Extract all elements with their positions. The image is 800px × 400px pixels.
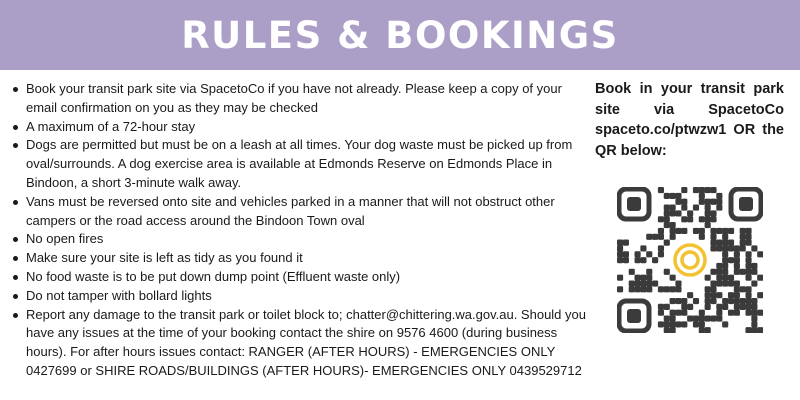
finder-top-left-icon (619, 189, 649, 219)
qr-module (757, 292, 763, 298)
qr-module (745, 257, 751, 263)
rule-item: Vans must be reversed onto site and vehicles parked in a manner that will not obstruct other campers or the road access around the Bindoon Town oval (26, 193, 596, 231)
qr-module (751, 310, 757, 316)
qr-module (681, 298, 687, 304)
rule-item: No open fires (26, 230, 596, 249)
qr-module (623, 257, 629, 263)
qr-module (693, 315, 699, 321)
qr-module (745, 298, 751, 304)
qr-module (693, 187, 699, 193)
rule-item: No food waste is to be put down dump point (Effluent waste only) (26, 268, 596, 287)
qr-module (658, 321, 664, 327)
qr-module (745, 310, 751, 316)
qr-module (716, 292, 722, 298)
finder-top-right-icon (731, 189, 761, 219)
qr-module (710, 216, 716, 222)
qr-module (710, 234, 716, 240)
qr-module (670, 310, 676, 316)
qr-module (722, 263, 728, 269)
qr-module (705, 292, 711, 298)
qr-module (740, 245, 746, 251)
qr-module (745, 286, 751, 292)
qr-module (681, 187, 687, 193)
qr-module (629, 269, 635, 275)
qr-module (710, 292, 716, 298)
qr-module (658, 216, 664, 222)
qr-module (722, 234, 728, 240)
qr-module (734, 310, 740, 316)
qr-module (734, 280, 740, 286)
qr-module (681, 304, 687, 310)
qr-module (646, 234, 652, 240)
qr-module (745, 251, 751, 257)
qr-module (728, 298, 734, 304)
qr-module (699, 193, 705, 199)
qr-module (745, 269, 751, 275)
rule-item: Make sure your site is left as tidy as you found it (26, 249, 596, 268)
qr-module (716, 193, 722, 199)
qr-module (664, 321, 670, 327)
qr-module (716, 205, 722, 211)
qr-module (740, 234, 746, 240)
qr-module (728, 292, 734, 298)
qr-module (716, 280, 722, 286)
qr-module (740, 298, 746, 304)
qr-module (710, 286, 716, 292)
qr-module (705, 187, 711, 193)
qr-module (757, 251, 763, 257)
qr-module (722, 280, 728, 286)
qr-module (681, 199, 687, 205)
qr-module (705, 210, 711, 216)
header-banner (0, 0, 800, 70)
qr-module (693, 321, 699, 327)
qr-module (722, 304, 728, 310)
qr-module (710, 245, 716, 251)
qr-module (640, 275, 646, 281)
qr-module (722, 275, 728, 281)
qr-module (635, 251, 641, 257)
qr-module (705, 275, 711, 281)
qr-module (664, 327, 670, 333)
qr-module (635, 286, 641, 292)
qr-module (670, 327, 676, 333)
qr-module (728, 240, 734, 246)
rule-item: Dogs are permitted but must be on a leash at all times. Your dog waste must be picked up from oval/surrounds. A dog exercise area is available at Edmonds Reserve on Edmonds Place in Bindoon, a short 3-minute walk away. (26, 136, 596, 192)
qr-module (629, 286, 635, 292)
qr-module (745, 263, 751, 269)
qr-module (670, 275, 676, 281)
qr-module (675, 321, 681, 327)
qr-module (617, 257, 623, 263)
qr-module (751, 263, 757, 269)
qr-module (745, 234, 751, 240)
qr-module (675, 298, 681, 304)
qr-module (751, 321, 757, 327)
qr-module (670, 193, 676, 199)
qr-module (716, 199, 722, 205)
qr-module (658, 245, 664, 251)
qr-module (681, 216, 687, 222)
qr-module (699, 315, 705, 321)
qr-module (722, 321, 728, 327)
qr-module (716, 269, 722, 275)
qr-module (635, 280, 641, 286)
qr-module (751, 245, 757, 251)
qr-module (670, 210, 676, 216)
qr-module (699, 321, 705, 327)
qr-module (745, 327, 751, 333)
qr-module (722, 298, 728, 304)
rule-item: Book your transit park site via SpacetoCo if you have not already. Please keep a copy of your email confirmation on you as they may be checked (26, 80, 596, 118)
qr-module (658, 234, 664, 240)
qr-module (658, 304, 664, 310)
qr-module (745, 228, 751, 234)
booking-url[interactable]: spaceto.co/ptwzw1 (595, 122, 727, 138)
qr-module (710, 298, 716, 304)
qr-module (699, 327, 705, 333)
qr-module (734, 263, 740, 269)
booking-qr-text: OR the QR below: (595, 122, 784, 159)
qr-module (658, 228, 664, 234)
qr-module (664, 205, 670, 211)
qr-module (670, 321, 676, 327)
qr-module (710, 269, 716, 275)
qr-module (681, 321, 687, 327)
qr-module (745, 292, 751, 298)
qr-module (740, 240, 746, 246)
qr-module (675, 210, 681, 216)
qr-module (728, 245, 734, 251)
qr-module (646, 269, 652, 275)
qr-module (705, 315, 711, 321)
qr-module (745, 275, 751, 281)
qr-module (705, 327, 711, 333)
qr-module (646, 251, 652, 257)
qr-module (699, 310, 705, 316)
qr-module (757, 310, 763, 316)
qr-module (623, 251, 629, 257)
qr-module (728, 280, 734, 286)
qr-module (640, 280, 646, 286)
qr-module (681, 310, 687, 316)
qr-module (740, 228, 746, 234)
qr-module (734, 304, 740, 310)
qr-module (687, 216, 693, 222)
qr-module (722, 269, 728, 275)
booking-text: Book in your transit park site via SpacetoCo (595, 81, 784, 118)
qr-module (751, 298, 757, 304)
qr-module (664, 240, 670, 246)
qr-module (670, 222, 676, 228)
rules-list (8, 80, 596, 381)
qr-module (652, 280, 658, 286)
rule-item: Do not tamper with bollard lights (26, 287, 596, 306)
qr-module (728, 228, 734, 234)
qr-module (705, 298, 711, 304)
qr-module (728, 275, 734, 281)
qr-module (646, 286, 652, 292)
qr-module (757, 327, 763, 333)
qr-module (681, 205, 687, 211)
qr-module (699, 234, 705, 240)
qr-module (716, 245, 722, 251)
qr-module (646, 275, 652, 281)
qr-module (693, 228, 699, 234)
rule-item: A maximum of a 72-hour stay (26, 118, 596, 137)
qr-module (699, 216, 705, 222)
page-title: RULES & BOOKINGS (181, 13, 619, 57)
qr-module (716, 304, 722, 310)
qr-module (722, 245, 728, 251)
qr-module (734, 257, 740, 263)
qr-module (734, 298, 740, 304)
qr-module (687, 210, 693, 216)
qr-module (670, 205, 676, 211)
qr-module (664, 222, 670, 228)
qr-module (728, 310, 734, 316)
qr-module (652, 234, 658, 240)
qr-module (751, 315, 757, 321)
qr-module (675, 286, 681, 292)
qr-module (705, 222, 711, 228)
qr-module (617, 286, 623, 292)
qr-module (751, 304, 757, 310)
qr-module (734, 286, 740, 292)
qr-module (635, 257, 641, 263)
qr-module (740, 304, 746, 310)
qr-module (751, 269, 757, 275)
qr-module (687, 315, 693, 321)
qr-module (716, 263, 722, 269)
qr-module (710, 228, 716, 234)
qr-module (757, 275, 763, 281)
qr-module (716, 315, 722, 321)
qr-module (710, 199, 716, 205)
qr-module (675, 199, 681, 205)
rule-item: Report any damage to the transit park or toilet block to; chatter@chittering.wa.gov.au. Should you have any issues at the time of your booking contact the shire on 9576 4600 (during business hours). For after hours issues contact: RANGER (AFTER HOURS) - EMERGENCIES ONLY 0427699 or SHIRE ROADS/BUILDINGS (AFTER HOURS)- EMERGENCIES ONLY 0439529712 (26, 306, 596, 381)
qr-module (716, 240, 722, 246)
qr-module (728, 257, 734, 263)
qr-module (640, 257, 646, 263)
qr-module (745, 304, 751, 310)
qr-module (617, 251, 623, 257)
qr-module (652, 257, 658, 263)
qr-module (675, 280, 681, 286)
qr-module (699, 228, 705, 234)
qr-module (664, 269, 670, 275)
qr-module (740, 269, 746, 275)
qr-module (640, 245, 646, 251)
qr-module (658, 187, 664, 193)
qr-module (687, 304, 693, 310)
qr-module (716, 228, 722, 234)
qr-module (664, 210, 670, 216)
spacetoco-logo-icon (670, 240, 710, 280)
qr-module (705, 304, 711, 310)
qr-module (664, 193, 670, 199)
finder-bottom-left-icon (619, 301, 649, 331)
qr-module (710, 210, 716, 216)
qr-module (722, 251, 728, 257)
qr-module (705, 286, 711, 292)
booking-info (595, 79, 784, 161)
qr-module (705, 216, 711, 222)
qr-module (716, 310, 722, 316)
qr-module (658, 251, 664, 257)
qr-module (664, 304, 670, 310)
qr-module (716, 275, 722, 281)
qr-module (687, 292, 693, 298)
qr-module (745, 240, 751, 246)
qr-module (705, 199, 711, 205)
qr-module (675, 228, 681, 234)
qr-module (670, 298, 676, 304)
qr-module (640, 286, 646, 292)
qr-module (646, 280, 652, 286)
qr-module (751, 327, 757, 333)
qr-module (623, 240, 629, 246)
qr-module (617, 240, 623, 246)
qr-module (681, 228, 687, 234)
qr-module (664, 216, 670, 222)
qr-module (664, 315, 670, 321)
qr-module (734, 251, 740, 257)
qr-module (670, 234, 676, 240)
qr-module (658, 310, 664, 316)
qr-module (734, 269, 740, 275)
qr-module (670, 286, 676, 292)
qr-module (710, 280, 716, 286)
qr-module (710, 315, 716, 321)
qr-module (705, 205, 711, 211)
qr-module (670, 228, 676, 234)
qr-module (629, 280, 635, 286)
qr-module (664, 286, 670, 292)
qr-module (693, 205, 699, 211)
qr-module (751, 280, 757, 286)
qr-module (710, 187, 716, 193)
qr-module (722, 240, 728, 246)
qr-module (734, 292, 740, 298)
qr-module (617, 275, 623, 281)
qr-module (675, 310, 681, 316)
qr-module (734, 245, 740, 251)
qr-module (699, 199, 705, 205)
qr-module (699, 187, 705, 193)
qr-module (693, 298, 699, 304)
qr-module (722, 257, 728, 263)
qr-module (670, 315, 676, 321)
qr-module (658, 286, 664, 292)
qr-module (635, 275, 641, 281)
qr-module (740, 286, 746, 292)
qr-module (722, 228, 728, 234)
qr-code-icon[interactable] (617, 187, 763, 333)
qr-module (617, 245, 623, 251)
qr-module (710, 240, 716, 246)
qr-module (675, 193, 681, 199)
